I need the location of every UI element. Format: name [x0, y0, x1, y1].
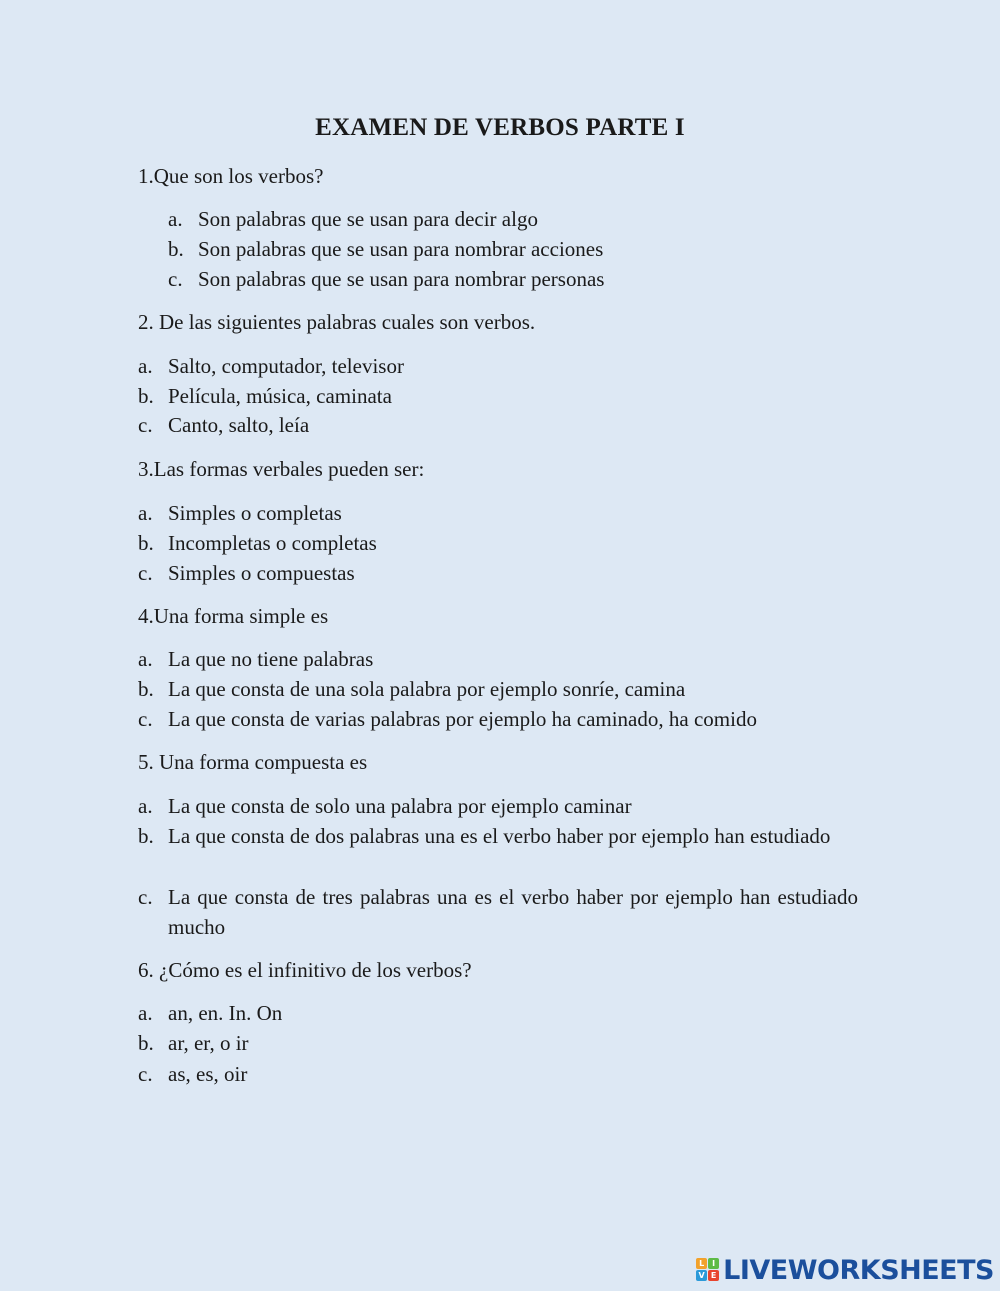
- question-3-prompt: 3.Las formas verbales pueden ser:: [138, 457, 425, 481]
- option-text: Son palabras que se usan para nombrar acciones: [198, 237, 604, 261]
- question-5-prompt: 5. Una forma compuesta es: [138, 750, 368, 774]
- option-letter: c.: [138, 707, 153, 731]
- option-text: Incompletas o completas: [168, 531, 377, 555]
- option-letter: c.: [168, 267, 183, 291]
- option-text: Simples o completas: [168, 501, 342, 525]
- option-letter: c.: [138, 1062, 153, 1086]
- option-text: La que consta de una sola palabra por ejemplo sonríe, camina: [168, 677, 686, 701]
- question-6-prompt: 6. ¿Cómo es el infinitivo de los verbos?: [138, 958, 472, 982]
- option-text: ar, er, o ir: [168, 1031, 249, 1055]
- option-letter: b.: [138, 677, 154, 701]
- option-text: Simples o compuestas: [168, 561, 355, 585]
- option-text: an, en. In. On: [168, 1001, 283, 1025]
- option-letter: a.: [168, 207, 183, 231]
- option-text: Salto, computador, televisor: [168, 354, 404, 378]
- option-letter: c.: [138, 885, 153, 909]
- option-letter: b.: [138, 531, 154, 555]
- option-letter: a.: [138, 501, 153, 525]
- option-letter: b.: [138, 384, 154, 408]
- option-letter: a.: [138, 1001, 153, 1025]
- question-1-prompt: 1.Que son los verbos?: [138, 164, 324, 188]
- question-4-prompt: 4.Una forma simple es: [138, 604, 329, 628]
- liveworksheets-logo[interactable]: [696, 1252, 994, 1288]
- option-text: Película, música, caminata: [168, 384, 392, 408]
- page-title: EXAMEN DE VERBOS PARTE I: [315, 114, 685, 141]
- option-text: La que consta de dos palabras una es el verbo haber por ejemplo han estudiado: [168, 824, 831, 848]
- option-text: as, es, oir: [168, 1062, 248, 1086]
- option-letter: a.: [138, 354, 153, 378]
- logo-wordmark: LIVEWORKSHEETS: [723, 1254, 994, 1286]
- option-letter: a.: [138, 647, 153, 671]
- option-letter: a.: [138, 794, 153, 818]
- option-text: La que consta de varias palabras por ejemplo ha caminado, ha comido: [168, 707, 757, 731]
- option-letter: b.: [138, 1031, 154, 1055]
- option-text: Son palabras que se usan para nombrar personas: [198, 267, 605, 291]
- question-2-prompt: 2. De las siguientes palabras cuales son verbos.: [138, 310, 536, 334]
- option-text: Canto, salto, leía: [168, 413, 310, 437]
- option-letter: c.: [138, 413, 153, 437]
- option-letter: b.: [168, 237, 184, 261]
- liveworksheets-logo-icon: L I V E: [696, 1258, 720, 1282]
- option-text: La que consta de solo una palabra por ejemplo caminar: [168, 794, 632, 818]
- option-letter: c.: [138, 561, 153, 585]
- option-letter: b.: [138, 824, 154, 848]
- option-text: Son palabras que se usan para decir algo: [198, 207, 538, 231]
- option-text: La que consta de tres palabras una es el verbo haber por ejemplo han estudiado mucho: [168, 885, 858, 939]
- option-text: La que no tiene palabras: [168, 647, 374, 671]
